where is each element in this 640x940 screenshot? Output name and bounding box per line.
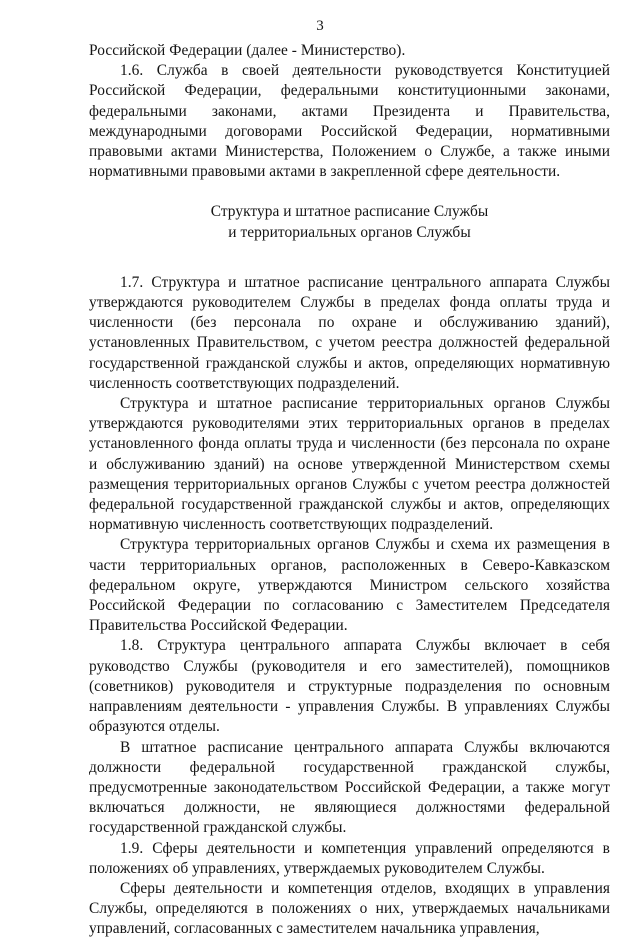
paragraph-1-9: 1.9. Сферы деятельности и компетенция управлений определяются в положениях об управлениях, утверждаемых руководителем Службы. <box>89 839 610 877</box>
paragraph-1-7: 1.7. Структура и штатное расписание центрального аппарата Службы утверждаются руководителем Службы в пределах фонда оплаты труда и численности (без персонала по охране и обслуживанию зданий), установленных Правительством, с учетом реестра должностей федеральной государственной гражданской службы и актов, определяющих нормативную численность соответствующих подразделений. <box>89 273 610 392</box>
paragraph-staff-schedule: В штатное расписание центрального аппарата Службы включаются должности федеральной государственной гражданской службы, предусмотренные законодательством Российской Федерации, а также могут включаться должности, не являющиеся должностями федеральной государственной гражданской службы. <box>89 738 610 837</box>
section-heading-line-2: и территориальных органов Службы <box>228 223 471 241</box>
section-heading <box>89 202 610 242</box>
paragraph-1-8: 1.8. Структура центрального аппарата Службы включает в себя руководство Службы (руководителя и его заместителей), помощников (советников) руководителя и структурные подразделения по основным направлениям деятельности - управления Службы. В управлениях Службы образуются отделы. <box>89 637 610 736</box>
document-body <box>89 41 610 940</box>
section-heading-line-1: Структура и штатное расписание Службы <box>210 203 489 221</box>
paragraph-territorial-structure: Структура и штатное расписание территориальных органов Службы утверждаются руководителями этих территориальных органов в пределах установленного фонда оплаты труда и численности (без персонала по охране и обслуживанию зданий) на основе утвержденной Министерством схемы размещения территориальных органов Службы с учетом реестра должностей федеральной государственной гражданской службы и актов, определяющих нормативную численность соответствующих подразделений. <box>89 395 610 534</box>
paragraph-departments: Сферы деятельности и компетенция отделов, входящих в управления Службы, определяются в положениях о них, утверждаемых начальниками управлений, согласованных с заместителем начальника управления, <box>89 879 610 938</box>
paragraph-north-caucasus: Структура территориальных органов Службы и схема их размещения в части территориальных органов, расположенных в Северо-Кавказском федеральном округе, утверждаются Министром сельского хозяйства Российской Федерации по согласованию с Заместителем Председателя Правительства Российской Федерации. <box>89 536 610 635</box>
paragraph-1-6: 1.6. Служба в своей деятельности руководствуется Конституцией Российской Федерации, федеральными конституционными законами, федеральными законами, актами Президента и Правительства, международными договорами Российской Федерации, нормативными правовыми актами Министерства, Положением о Службе, а также иными нормативными правовыми актами в закрепленной сфере деятельности. <box>89 62 610 181</box>
paragraph-continuation: Российской Федерации (далее - Министерство). <box>89 42 406 59</box>
page-number: 3 <box>316 18 324 34</box>
